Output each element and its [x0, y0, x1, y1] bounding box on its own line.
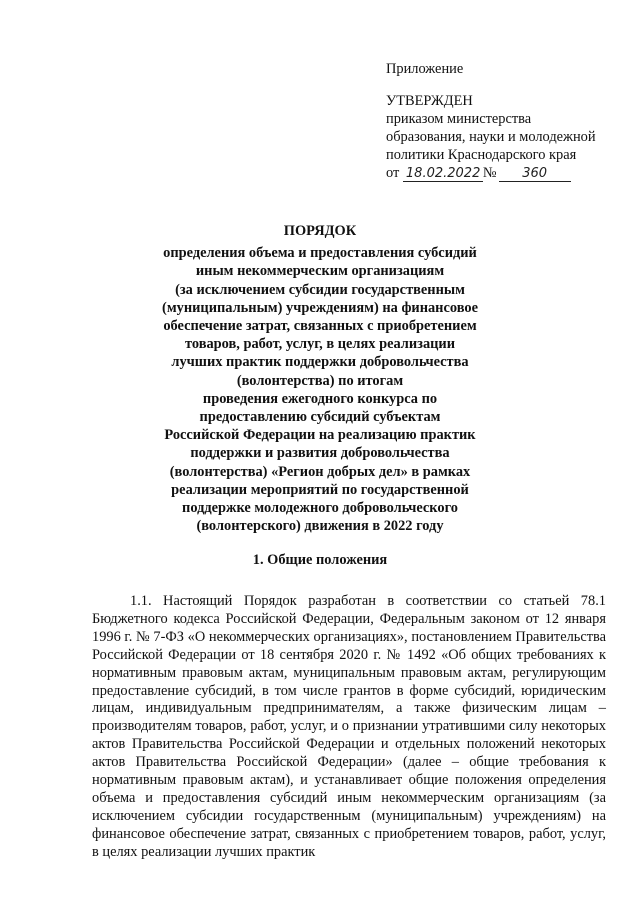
- section-paragraph: 1.1. Настоящий Порядок разработан в соответствии со статьей 78.1 Бюджетного кодекса Российской Федерации, Федеральным законом от 12 января 1996 г. № 7-ФЗ «О некоммерческих организациях», постановлением Правительства Российской Федерации от 18 сентября 2020 г. № 1492 «Об общих требованиях к нормативным правовым актам, муниципальным правовым актам, регулирующим предоставление субсидий, в том числе грантов в форме субсидий, юридическим лицам, индивидуальным предпринимателям, а также физическим лицам – производителям товаров, работ, услуг, и о признании утратившими силу некоторых актов Правительства Российской Федерации и отдельных положений некоторых актов Правительства Российской Федерации» (далее – общие требования к нормативным правовым актам), и устанавливает общие положения определения объема и предоставления субсидий иным некоммерческим организациям (за исключением субсидии государственным (муниципальным) учреждениям) на финансовое обеспечение затрат, связанных с приобретением товаров, работ, услуг, в целях реализации лучших практик: [92, 593, 606, 860]
- title-line: предоставлению субсидий субъектам: [199, 409, 441, 426]
- title-line: (волонтерства) по итогам: [236, 372, 404, 389]
- title-line: поддержки и развития добровольчества: [190, 445, 450, 462]
- date-prefix: от: [386, 165, 400, 181]
- title-line: Российской Федерации на реализацию практик: [164, 427, 476, 444]
- approval-line: приказом министерства: [386, 111, 532, 127]
- title-line: (волонтерского) движения в 2022 году: [196, 518, 444, 535]
- handwritten-date: 18.02.2022: [403, 167, 483, 182]
- handwritten-number: 360: [499, 167, 571, 182]
- approved-label: УТВЕРЖДЕН: [386, 93, 473, 109]
- title-line: товаров, работ, услуг, в целях реализации: [184, 336, 456, 353]
- title-line: реализации мероприятий по государственной: [171, 481, 469, 498]
- title-line: определения объема и предоставления субсидий: [163, 245, 477, 262]
- document-title: [150, 222, 490, 535]
- title-line: (волонтерства) «Регион добрых дел» в рамках: [169, 463, 471, 480]
- approval-date-line: [386, 164, 626, 182]
- title-line: (за исключением субсидии государственным: [175, 281, 465, 298]
- approval-block: [386, 60, 626, 182]
- title-line: иным некоммерческим организациям: [195, 263, 445, 280]
- title-line: поддержке молодежного добровольческого: [182, 500, 458, 517]
- appendix-label: Приложение: [386, 61, 464, 77]
- document-title-main: ПОРЯДОК: [283, 223, 357, 239]
- title-line: проведения ежегодного конкурса по: [202, 390, 438, 407]
- approval-line: политики Краснодарского края: [386, 147, 577, 163]
- approval-line: образования, науки и молодежной: [386, 129, 596, 145]
- section-heading: 1. Общие положения: [252, 552, 388, 568]
- title-line: (муниципальным) учреждениям) на финансовое: [162, 299, 478, 316]
- title-line: лучших практик поддержки добровольчества: [171, 354, 469, 371]
- title-line: обеспечение затрат, связанных с приобретением: [163, 318, 477, 335]
- number-prefix: №: [482, 165, 497, 181]
